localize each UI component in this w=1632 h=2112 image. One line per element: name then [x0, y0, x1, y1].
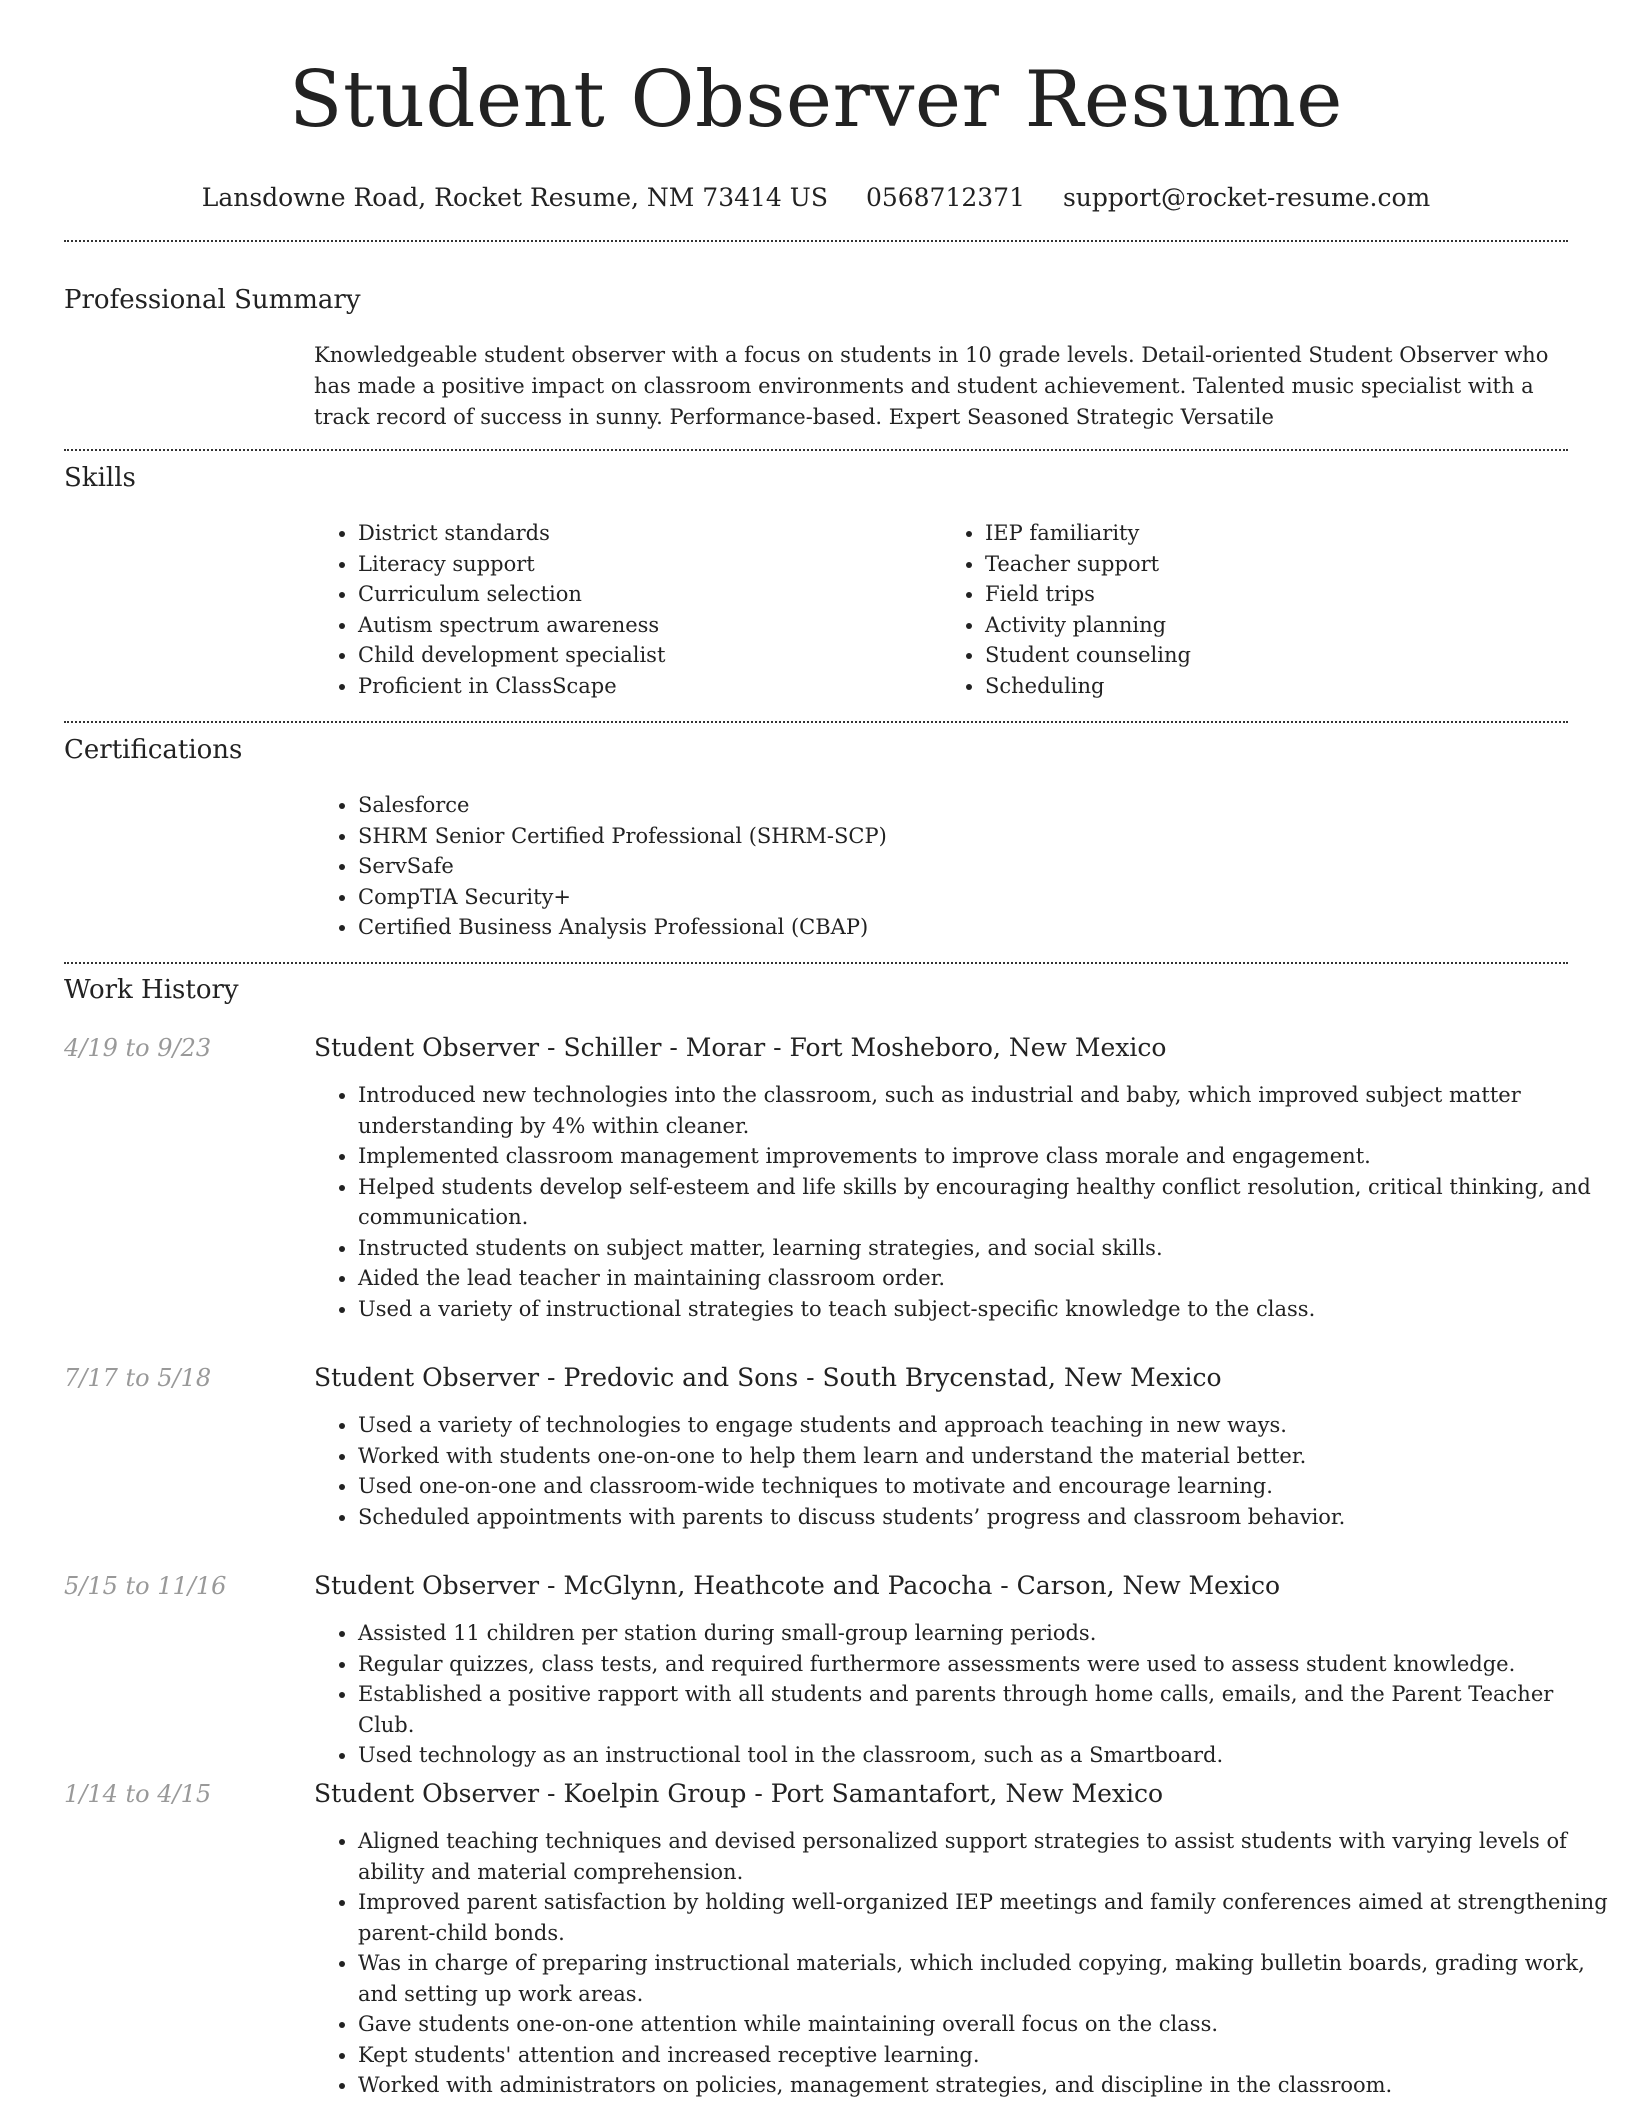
skill-item: • Autism spectrum awareness	[358, 610, 941, 641]
job-dates: 1/14 to 4/15	[64, 1780, 212, 1808]
job-bullet: • Kept students' attention and increased receptive learning.	[358, 2040, 1612, 2071]
job-bullet: • Improved parent satisfaction by holding well-organized IEP meetings and family conferences aimed at strengthening parent-child bonds.	[358, 1887, 1612, 1948]
job-bullet: • Gave students one-on-one attention while maintaining overall focus on the class.	[358, 2009, 1612, 2040]
job-bullet: • Worked with administrators on policies, management strategies, and discipline in the classroom.	[358, 2070, 1612, 2101]
contact-line	[0, 182, 1632, 214]
contact-phone: 0568712371	[865, 183, 1025, 212]
certification-item: • CompTIA Security+	[358, 882, 1568, 913]
skills-list-right	[941, 518, 1568, 701]
skill-item: • IEP familiarity	[985, 518, 1568, 549]
work-history-heading: Work History	[64, 975, 239, 1005]
job-bullets	[314, 1080, 1612, 1324]
job-bullet: • Used a variety of instructional strategies to teach subject-specific knowledge to the class.	[358, 1294, 1612, 1325]
summary-text: Knowledgeable student observer with a focus on students in 10 grade levels. Detail-oriented Student Observer who has made a positive impact on classroom environments and student achievement. Talented music specialist with a track record of success in sunny. Performance-based. Expert Seasoned Strategic Versatile	[314, 343, 1549, 429]
skill-item: • Curriculum selection	[358, 579, 941, 610]
certification-item: • SHRM Senior Certified Professional (SHRM-SCP)	[358, 821, 1568, 852]
job-dates: 4/19 to 9/23	[64, 1034, 212, 1062]
certifications-list	[314, 790, 1568, 943]
job-bullet: • Implemented classroom management improvements to improve class morale and engagement.	[358, 1141, 1612, 1172]
certifications-section	[64, 733, 1568, 767]
job-bullet: • Used technology as an instructional tool in the classroom, such as a Smartboard.	[358, 1740, 1612, 1771]
job-bullet: • Helped students develop self-esteem and life skills by encouraging healthy conflict resolution, critical thinking, and communication.	[358, 1172, 1612, 1233]
skills-section	[64, 461, 1568, 495]
skills-heading: Skills	[64, 463, 136, 493]
certification-item: • ServSafe	[358, 851, 1568, 882]
certification-item: • Certified Business Analysis Professional (CBAP)	[358, 912, 1568, 943]
skill-item: • Scheduling	[985, 671, 1568, 702]
summary-content	[314, 340, 1568, 433]
certification-item: • Salesforce	[358, 790, 1568, 821]
job-bullet: • Was in charge of preparing instructional materials, which included copying, making bulletin boards, grading work, and setting up work areas.	[358, 1948, 1612, 2009]
certifications-content	[314, 790, 1568, 943]
job-bullets	[314, 1618, 1612, 1771]
section-divider	[64, 962, 1568, 964]
job-bullet: • Used one-on-one and classroom-wide techniques to motivate and encourage learning.	[358, 1471, 1612, 1502]
contact-email: support@rocket-resume.com	[1062, 183, 1431, 212]
job-title: Student Observer - Koelpin Group - Port Samantafort, New Mexico	[314, 1779, 1164, 1808]
job-dates: 7/17 to 5/18	[64, 1364, 212, 1392]
job-bullet: • Aligned teaching techniques and devised personalized support strategies to assist students with varying levels of ability and material comprehension.	[358, 1826, 1612, 1887]
job-title: Student Observer - Schiller - Morar - Fort Mosheboro, New Mexico	[314, 1033, 1167, 1062]
job-bullet: • Aided the lead teacher in maintaining classroom order.	[358, 1263, 1612, 1294]
skill-item: • District standards	[358, 518, 941, 549]
job-bullet: • Scheduled appointments with parents to discuss students’ progress and classroom behavior.	[358, 1502, 1612, 1533]
resume-title: Student Observer Resume	[289, 55, 1343, 145]
section-divider	[64, 449, 1568, 451]
skill-item: • Student counseling	[985, 640, 1568, 671]
job-bullet: • Worked with students one-on-one to help them learn and understand the material better.	[358, 1441, 1612, 1472]
job-bullet: • Instructed students on subject matter, learning strategies, and social skills.	[358, 1233, 1612, 1264]
job-dates: 5/15 to 11/16	[64, 1572, 227, 1600]
work-history-section	[64, 973, 1568, 1007]
contact-address: Lansdowne Road, Rocket Resume, NM 73414 US	[201, 183, 828, 212]
job-bullet: • Regular quizzes, class tests, and required furthermore assessments were used to assess student knowledge.	[358, 1649, 1612, 1680]
job-title: Student Observer - Predovic and Sons - South Brycenstad, New Mexico	[314, 1363, 1222, 1392]
skill-item: • Teacher support	[985, 549, 1568, 580]
job-bullet: • Assisted 11 children per station during small-group learning periods.	[358, 1618, 1612, 1649]
job-bullets	[314, 1410, 1612, 1532]
summary-section	[64, 283, 1568, 317]
certifications-heading: Certifications	[64, 735, 243, 765]
skill-item: • Field trips	[985, 579, 1568, 610]
skills-list-left	[314, 518, 941, 701]
skill-item: • Proficient in ClassScape	[358, 671, 941, 702]
job-bullet: • Introduced new technologies into the classroom, such as industrial and baby, which improved subject matter understanding by 4% within cleaner.	[358, 1080, 1612, 1141]
job-bullet: • Used a variety of technologies to engage students and approach teaching in new ways.	[358, 1410, 1612, 1441]
skills-content	[314, 518, 1568, 701]
skill-item: • Child development specialist	[358, 640, 941, 671]
skill-item: • Activity planning	[985, 610, 1568, 641]
job-title: Student Observer - McGlynn, Heathcote and Pacocha - Carson, New Mexico	[314, 1571, 1281, 1600]
job-bullet: • Established a positive rapport with all students and parents through home calls, emails, and the Parent Teacher Club.	[358, 1679, 1612, 1740]
section-divider	[64, 240, 1568, 242]
section-divider	[64, 721, 1568, 723]
summary-heading: Professional Summary	[64, 285, 361, 315]
skill-item: • Literacy support	[358, 549, 941, 580]
job-bullets	[314, 1826, 1612, 2101]
